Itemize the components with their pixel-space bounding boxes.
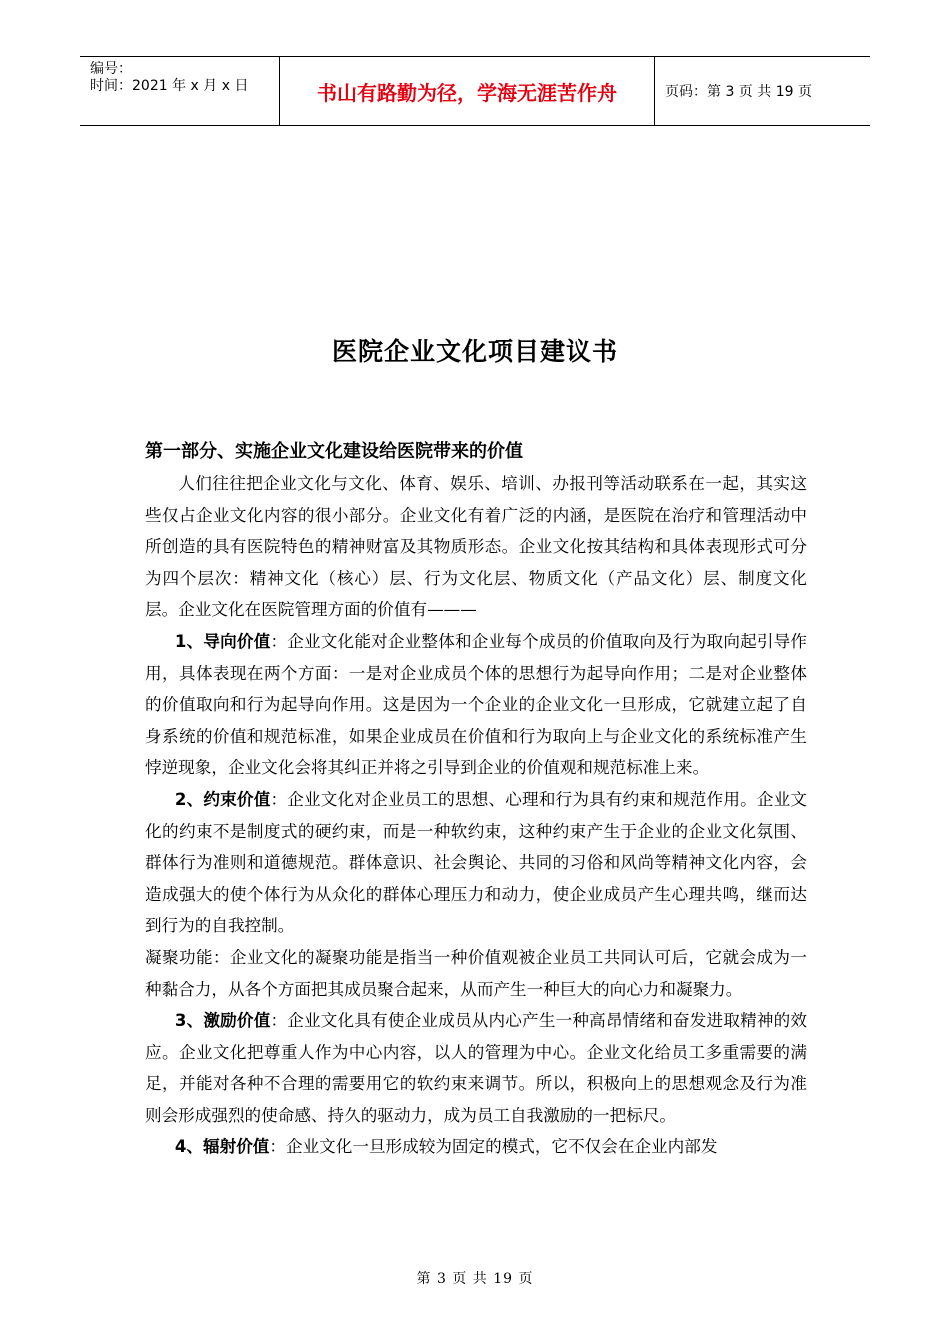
document-body [145,436,807,1163]
paragraph-cohesion [145,942,807,1005]
item-text: 凝聚功能：企业文化的凝聚功能是指当一种价值观被企业员工共同认可后，它就会成为一种黏合力，从各个方面把其成员聚合起来，从而产生一种巨大的向心力和凝聚力。 [145,947,807,999]
date-label: 时间：2021 年 x 月 x 日 [90,78,249,94]
paragraph-radiation [145,1131,807,1163]
header-table [80,56,870,126]
paragraph-incentive [145,1005,807,1131]
item-label: 4、辐射价值 [174,1137,270,1157]
item-label: 2、约束价值 [174,789,271,809]
intro-paragraph: 人们往往把企业文化与文化、体育、娱乐、培训、办报刊等活动联系在一起，其实这些仅占企业文化内容的很小部分。企业文化有着广泛的内涵，是医院在治疗和管理活动中所创造的具有医院特色的精神财富及其物质形态。企业文化按其结构和具体表现形式可分为四个层次：精神文化（核心）层、行为文化层、物质文化（产品文化）层、制度文化层。企业文化在医院管理方面的价值有——— [145,474,807,620]
section-heading: 第一部分、实施企业文化建设给医院带来的价值 [145,441,523,462]
page-footer: 第 3 页 共 19 页 [416,1271,534,1287]
header-left-cell [80,57,280,125]
item-label: 1、导向价值 [174,631,271,651]
header-motto: 书山有路勤为径，学海无涯苦作舟 [280,57,655,125]
paragraph-constraint [145,784,807,942]
item-text: ：企业文化对企业员工的思想、心理和行为具有约束和规范作用。企业文化的约束不是制度式的硬约束，而是一种软约束，这种约束产生于企业的企业文化氛围、群体行为准则和道德规范。群体意识、社会舆论、共同的习俗和风尚等精神文化内容，会造成强大的使个体行为从众化的群体心理压力和动力，使企业成员产生心理共鸣，继而达到行为的自我控制。 [145,789,808,936]
number-label: 编号： [90,61,132,77]
item-text: ：企业文化具有使企业成员从内心产生一种高昂情绪和奋发进取精神的效应。企业文化把尊重人作为中心内容，以人的管理为中心。企业文化给员工多重需要的满足，并能对各种不合理的需要用它的软约束来调节。所以，积极向上的思想观念及行为准则会形成强烈的使命感、持久的驱动力，成为员工自我激励的一把标尺。 [145,1011,808,1125]
item-text: ：企业文化一旦形成较为固定的模式，它不仅会在企业内部发 [269,1137,718,1157]
item-label: 3、激励价值 [174,1011,271,1031]
document-title: 医院企业文化项目建议书 [331,337,618,366]
header-page-info: 页码：第 3 页 共 19 页 [665,84,812,100]
item-text: ：企业文化能对企业整体和企业每个成员的价值取向及行为取向起引导作用，具体表现在两个方面：一是对企业成员个体的思想行为起导向作用；二是对企业整体的价值取向和行为起导向作用。这是因为一个企业的企业文化一旦形成，它就建立起了自身系统的价值和规范标准，如果企业成员在价值和行为取向上与企业文化的系统标准产生悖逆现象，企业文化会将其纠正并将之引导到企业的价值观和规范标准上来。 [145,631,808,778]
paragraph-guidance [145,626,807,784]
